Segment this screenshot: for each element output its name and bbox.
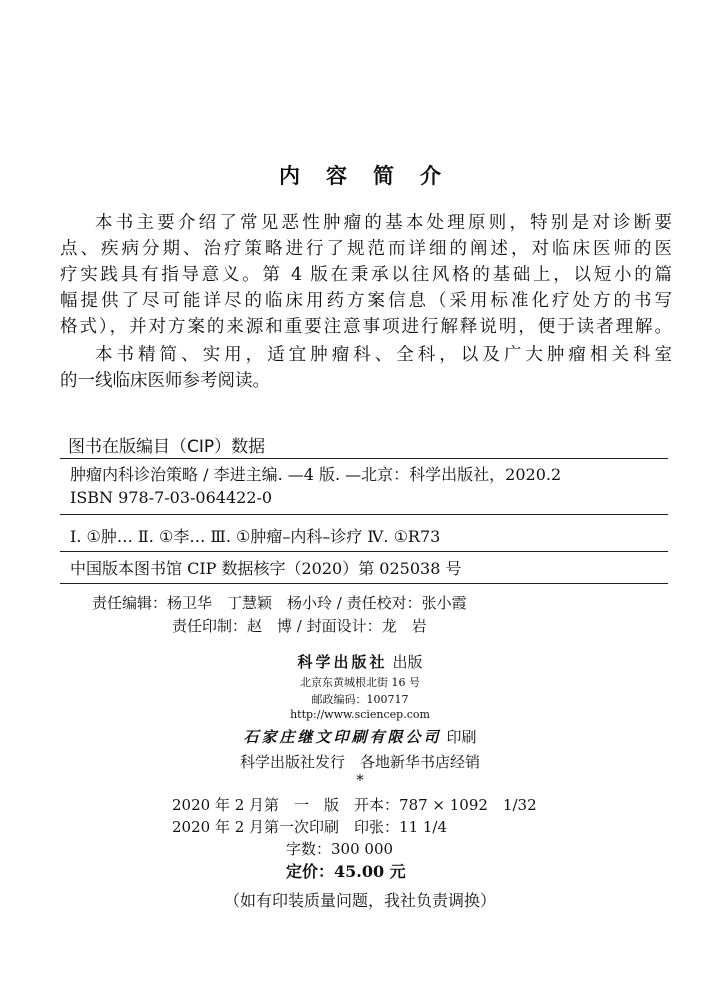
printing-line: 2020 年 2 月第一次印刷 印张：11 1/4 [172, 818, 448, 836]
intro-line: 点、疾病分期、治疗策略进行了规范而详细的阐述，对临床医师的医 [60, 239, 672, 259]
price: 定价：45.00 元 [286, 862, 406, 881]
word-count: 字数：300 000 [286, 840, 394, 858]
page-title: 内容简介 [279, 164, 467, 188]
intro-paragraph-1 [60, 210, 672, 340]
cip-record-line: 中国版本图书馆 CIP 数据核字（2020）第 025038 号 [70, 559, 462, 578]
intro-line: 本书精简、实用，适宜肿瘤科、全科，以及广大肿瘤相关科室 [95, 345, 672, 365]
intro-line: 幅提供了尽可能详尽的临床用药方案信息（采用标准化疗处方的书写 [60, 291, 672, 311]
intro-line: 格式），并对方案的来源和重要注意事项进行解释说明，便于读者理解。 [60, 317, 672, 337]
cip-title-line: 肿瘤内科诊治策略 / 李进主编. —4 版. —北京：科学出版社，2020.2 [70, 465, 562, 484]
cip-rule-bottom [60, 583, 668, 584]
cip-isbn-line: ISBN 978-7-03-064422-0 [70, 488, 273, 507]
distribution-line: 科学出版社发行 各地新华书店经销 [239, 753, 480, 771]
cip-rule-top [60, 458, 668, 459]
intro-paragraph-2 [60, 342, 672, 394]
publisher-postcode: 邮政编码：100717 [311, 693, 409, 706]
cip-classification-line: Ⅰ. ①肿… Ⅱ. ①李… Ⅲ. ①肿瘤–内科–诊疗 Ⅳ. ①R73 [70, 527, 441, 546]
intro-line: 本书主要介绍了常见恶性肿瘤的基本处理原则，特别是对诊断要 [95, 213, 672, 233]
printer-role: 印刷 [446, 728, 477, 746]
intro-line: 疗实践具有指导意义。第 4 版在秉承以往风格的基础上，以短小的篇 [60, 265, 672, 285]
publisher-line [0, 651, 720, 672]
print-design-line: 责任印制：赵 博 / 封面设计：龙 岩 [172, 617, 427, 635]
edition-line: 2020 年 2 月第 一 版 开本：787 × 1092 1/32 [172, 796, 537, 814]
separator-star: * [356, 771, 364, 789]
intro-line: 的一线临床医师参考阅读。 [60, 371, 270, 391]
printer-name: 石家庄继文印刷有限公司 [243, 728, 442, 746]
cip-heading: 图书在版编目（CIP）数据 [68, 437, 266, 457]
cip-rule-middle [60, 514, 668, 515]
printer-line [0, 726, 720, 747]
cip-rule-lower [60, 551, 668, 552]
quality-note: （如有印装质量问题，我社负责调换） [223, 891, 496, 910]
publisher-name: 科学出版社 [297, 653, 388, 671]
editor-line: 责任编辑：杨卫华 丁慧颖 杨小玲 / 责任校对：张小霞 [92, 594, 467, 612]
publisher-address: 北京东黄城根北街 16 号 [300, 676, 420, 689]
publisher-role: 出版 [392, 653, 423, 671]
publisher-website: http://www.sciencep.com [290, 708, 430, 721]
